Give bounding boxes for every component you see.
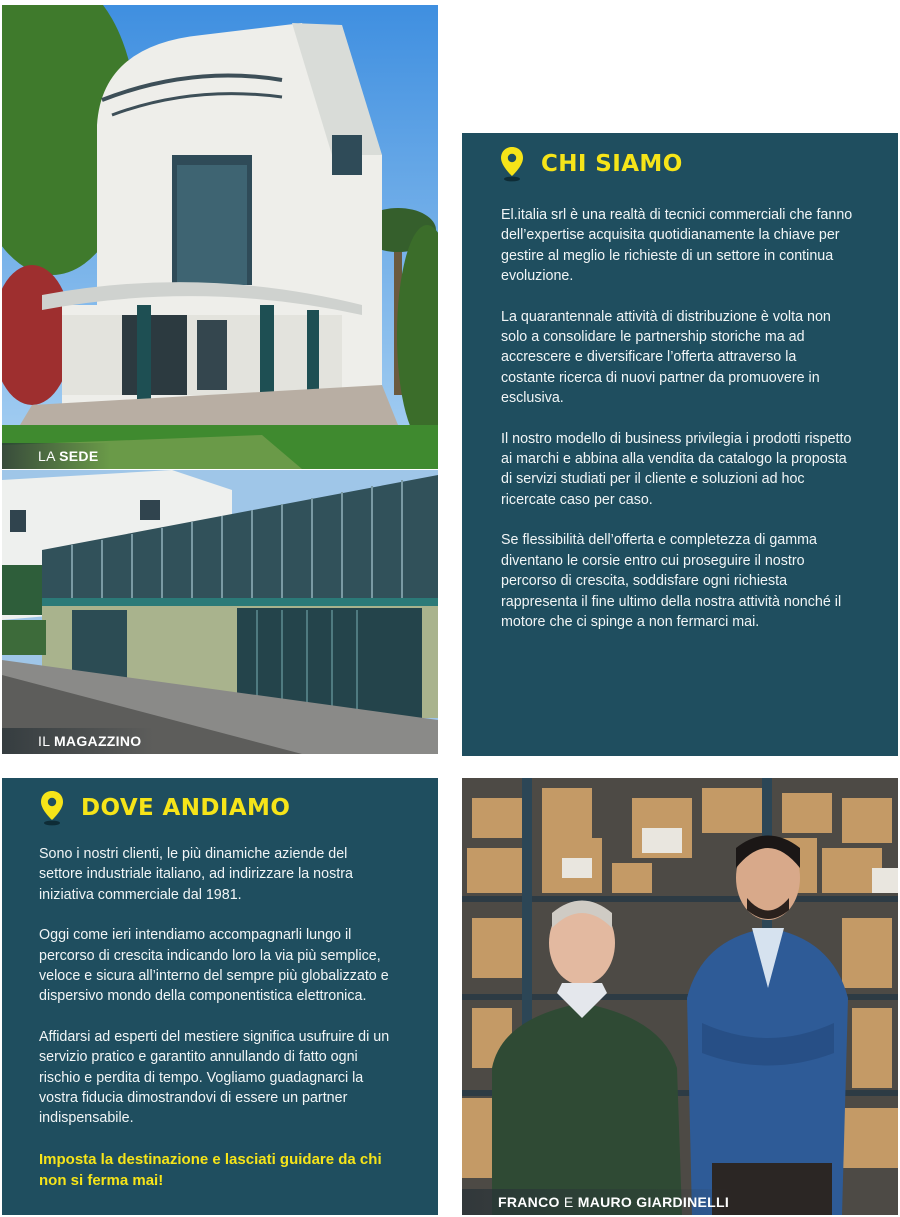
- magazzino-illustration: [2, 470, 438, 754]
- photo-founders: [462, 778, 898, 1215]
- chi-siamo-paragraph: Se flessibilità dell’offerta e completezza di gamma diventano le corsie entro cui proseguire il nostro percorso di crescita, soddisfare ogni richiesta rappresenta il fine ultimo della nostra attività nonché il motore che ci spinge a non fermarci mai.: [501, 532, 842, 630]
- dove-andiamo-body: [39, 844, 391, 1211]
- caption-name-a: FRANCO: [498, 1194, 560, 1210]
- caption-prefix: LA: [38, 448, 55, 464]
- chi-siamo-heading: [499, 146, 683, 182]
- location-pin-icon: [39, 790, 65, 826]
- dove-andiamo-title: DOVE ANDIAMO: [81, 795, 291, 821]
- photo-il-magazzino: [2, 470, 438, 754]
- sede-illustration: [2, 5, 438, 469]
- chi-siamo-title: CHI SIAMO: [541, 151, 683, 177]
- caption-la-sede: [2, 443, 110, 469]
- caption-name-b: MAURO GIARDINELLI: [577, 1194, 730, 1210]
- caption-bold: SEDE: [59, 448, 99, 464]
- chi-siamo-paragraph: La quarantennale attività di distribuzione è volta non solo a consolidare le partnership storiche ma ad accrescere e diversificare l’offerta attraverso la costante ricerca di nuovi partner da promuovere in esclusiva.: [501, 308, 831, 407]
- dove-andiamo-paragraph: Oggi come ieri intendiamo accompagnarli lungo il percorso di crescita indicando loro la via più semplice, veloce e sicura all’interno del sempre più globalizzato e dispersivo mondo della componentistica elettronica.: [39, 927, 389, 1005]
- dove-andiamo-paragraph: Sono i nostri clienti, le più dinamiche aziende del settore industriale italiano, ad indirizzare la nostra iniziativa commerciale dal 1981.: [39, 846, 353, 903]
- dove-andiamo-highlight: Imposta la destinazione e lasciati guidare da chi non si ferma mai!: [39, 1150, 382, 1189]
- photo-la-sede: [2, 5, 438, 469]
- caption-founders: [462, 1189, 741, 1215]
- panel-chi-siamo: [462, 133, 898, 756]
- dove-andiamo-paragraph: Affidarsi ad esperti del mestiere significa usufruire di un servizio pratico e garantito annullando di fatto ogni rischio e perdita di tempo. Vogliamo guadagnarci la vostra fiducia dimostrandovi di essere un partner indispensabile.: [39, 1028, 390, 1127]
- dove-andiamo-heading: [39, 790, 290, 826]
- location-pin-icon: [499, 146, 525, 182]
- panel-dove-andiamo: [2, 778, 438, 1215]
- chi-siamo-body: [501, 205, 853, 652]
- caption-il-magazzino: [2, 728, 153, 754]
- caption-and: E: [563, 1194, 574, 1210]
- chi-siamo-paragraph: El.italia srl è una realtà di tecnici commerciali che fanno dell’expertise acquisita quotidianamente la chiave per gestire al meglio le richieste di un settore in continua evoluzione.: [501, 207, 853, 285]
- founders-illustration: [462, 778, 898, 1215]
- caption-bold: MAGAZZINO: [53, 733, 142, 749]
- chi-siamo-paragraph: Il nostro modello di business privilegia i prodotti rispetto ai marchi e abbina alla vendita da catalogo la proposta di servizi studiati per il cliente e soluzioni ad hoc ricercate caso per caso.: [501, 430, 852, 508]
- caption-prefix: IL: [38, 733, 50, 749]
